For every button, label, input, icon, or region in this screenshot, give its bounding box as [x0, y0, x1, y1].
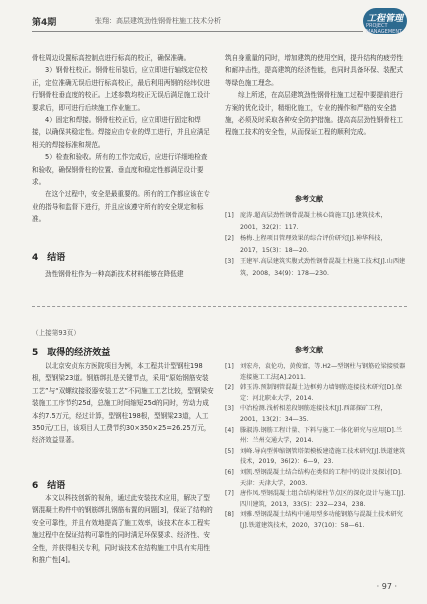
references-title: 参考文献 — [295, 346, 323, 354]
paragraph: 筑自身重量的同时，增加建筑的使用空间，提升结构的疲劳性和耐冲击性，提高建筑的经济性能，也同时具备环保、装配式等绿色施工理念。 — [225, 54, 404, 87]
issue-number: 第4期 — [32, 18, 57, 28]
reference-item: [3] 王建军.高层建筑实腹式劲性钢骨混凝土柱施工技术[J].山西建筑，2008，34(9)：178—230. — [225, 258, 406, 277]
page-number: · 97 · — [376, 582, 397, 591]
references-list — [225, 210, 407, 279]
running-title: 张翔：高层建筑劲性钢骨柱施工技术分析 — [95, 17, 221, 25]
paragraph: 骨柱周边设置标高控制点进行标高的校正，确保准确。 — [32, 54, 191, 62]
section-5-body — [32, 360, 214, 447]
section-5-title: 5 取得的经济效益 — [32, 348, 111, 358]
paragraph: 3）钢骨柱校正。钢骨柱吊装后，应立即进行轴线定位校正，定位准确无误后进行标高校正，最后利用两钢的经纬仪进行钢骨柱垂直度的校正。上述参数均校正无误后满足施工设计要求后，即可进行后续施工作业施工。 — [32, 66, 211, 112]
references-title: 参考文献 — [295, 195, 323, 203]
paragraph: 综上所述，在高层建筑劲性钢骨柱施工过程中要提前进行方案的优化设计，精细化施工，专业的操作和严格的安全措施，必须及时采取各种安全防护措施。提高高层劲性钢骨柱工程施工技术的安全性，从而保证工程的顺利完成。 — [225, 91, 404, 137]
article-divider — [32, 306, 407, 307]
section-4-title: 4 结语 — [32, 253, 66, 263]
top-left-column — [32, 52, 214, 226]
section-6-body — [32, 492, 214, 566]
paragraph: 5）检查和验收。所有的工作完成后，应进行详细地检查和验收，确保钢骨柱的位置、垂直度和稳定性都满足设计要求。 — [32, 153, 208, 187]
paragraph: 本文以科技创新的视角，通过此安装技术应用，解决了型钢混凝土构件中的钢筋绑扎钢筋布置的问题[3]，保证了结构的安全可靠性，并且有效地提高了施工效率，该技术在本工程实施过程中在保证结构可靠性的同时满足环保要求、经济性、安全性，并获得相关专利，同时该技术在结构施工中具有实用性和推广性[4]。 — [32, 494, 213, 565]
section-heading — [32, 345, 110, 358]
section-4-body — [32, 268, 214, 280]
continuation-note: （上接第93页） — [32, 329, 80, 337]
reference-item: [7] 唐作凤.型钢混凝土组合结构梁柱节点区的深化设计与施工[J].四川建筑，2013，33(5)：232—234，238. — [225, 490, 406, 508]
logo-subtext: PROJECT MANAGEMENT — [366, 23, 403, 35]
top-right-column — [225, 52, 407, 139]
logo-text: 工程管理 — [367, 14, 404, 24]
reference-item: [1] 庞涛.超高层劲性钢骨混凝土核心筒施工[J].建筑技术，2001，32(2)：117. — [225, 212, 387, 231]
header-rule — [32, 31, 363, 32]
references-list — [225, 362, 407, 532]
section-6-title: 6 结语 — [32, 481, 66, 491]
paragraph: 以北京安贞东方医院项目为例，本工程共计型钢柱198根，型钢梁23道。钢筋绑扎是关键节点，采用“原始钢筋安装工艺”与“双螺纹接驳器安装工艺”不同施工工艺比较，型钢梁安装施工工序节约25d，总施工时间缩短25d的同时，劳动力成本约7.5万元，经过计算，型钢柱198根，型钢梁23道，人工350元/工日，该项目人工费节约30×350×25=26.25万元，经济效益显著。 — [32, 362, 214, 445]
reference-item: [5] 刘峰.导向型伸缩钢管塔架模板建造施工技术研究[J].铁道建筑技术，2019，36(2)：6—9，23. — [225, 447, 406, 466]
section-heading — [32, 250, 65, 263]
reference-item: [1] 刘宏舟，袁伦功，黄俊富，等.H2—型钢柱与钢筋砼梁接驳器连接施工工法[A].2011. — [225, 363, 406, 381]
paragraph: 在这个过程中，安全是最重要的。所有的工作都应该在专业的指导和监督下进行，并且应该遵守所有的安全规定和标准。 — [32, 190, 210, 224]
reference-item: [2] 韩玉涛.预制钢管混凝土边框剪力墙钢筋连接技术研究[D].保定：河北职业大学，2014. — [225, 384, 402, 402]
section-heading — [32, 478, 65, 491]
reference-item: [3] 中冶检测.浅析相差段钢筋连接技术[J].西部探矿工程，2001，13(2)：34—35. — [225, 405, 387, 423]
reference-item: [8] 刘雅.型钢混凝土结构中通用型多功能钢筋与混凝土技术研究[J].铁道建筑技术，2020，37(10)：58—61. — [225, 511, 403, 529]
journal-logo — [363, 8, 407, 34]
reference-item: [2] 杨梅.上程项目管理效果的综合评价研究[J].神华科技，2017，15(3)：18—20. — [225, 235, 387, 254]
paragraph: 劲性钢骨柱作为一种高新技术材料能够在降低建 — [45, 270, 184, 278]
paragraph: 4）固定和焊接。钢骨柱校正后，应立即进行固定和焊接，以确保其稳定性。焊接应由专业的焊工进行，并且应满足相关的焊接标准和规范。 — [32, 116, 211, 149]
page-header — [0, 0, 427, 40]
reference-item: [6] 刘凯.型钢混凝土结合结构在类似的工程中的设计及探讨[D].天津：天津大学，2003. — [225, 468, 402, 487]
reference-item: [4] 滕淑涛.钢筋工程计量、下料与施工一体化研究与应用[D].兰州：兰州交通大学，2014. — [225, 426, 402, 445]
